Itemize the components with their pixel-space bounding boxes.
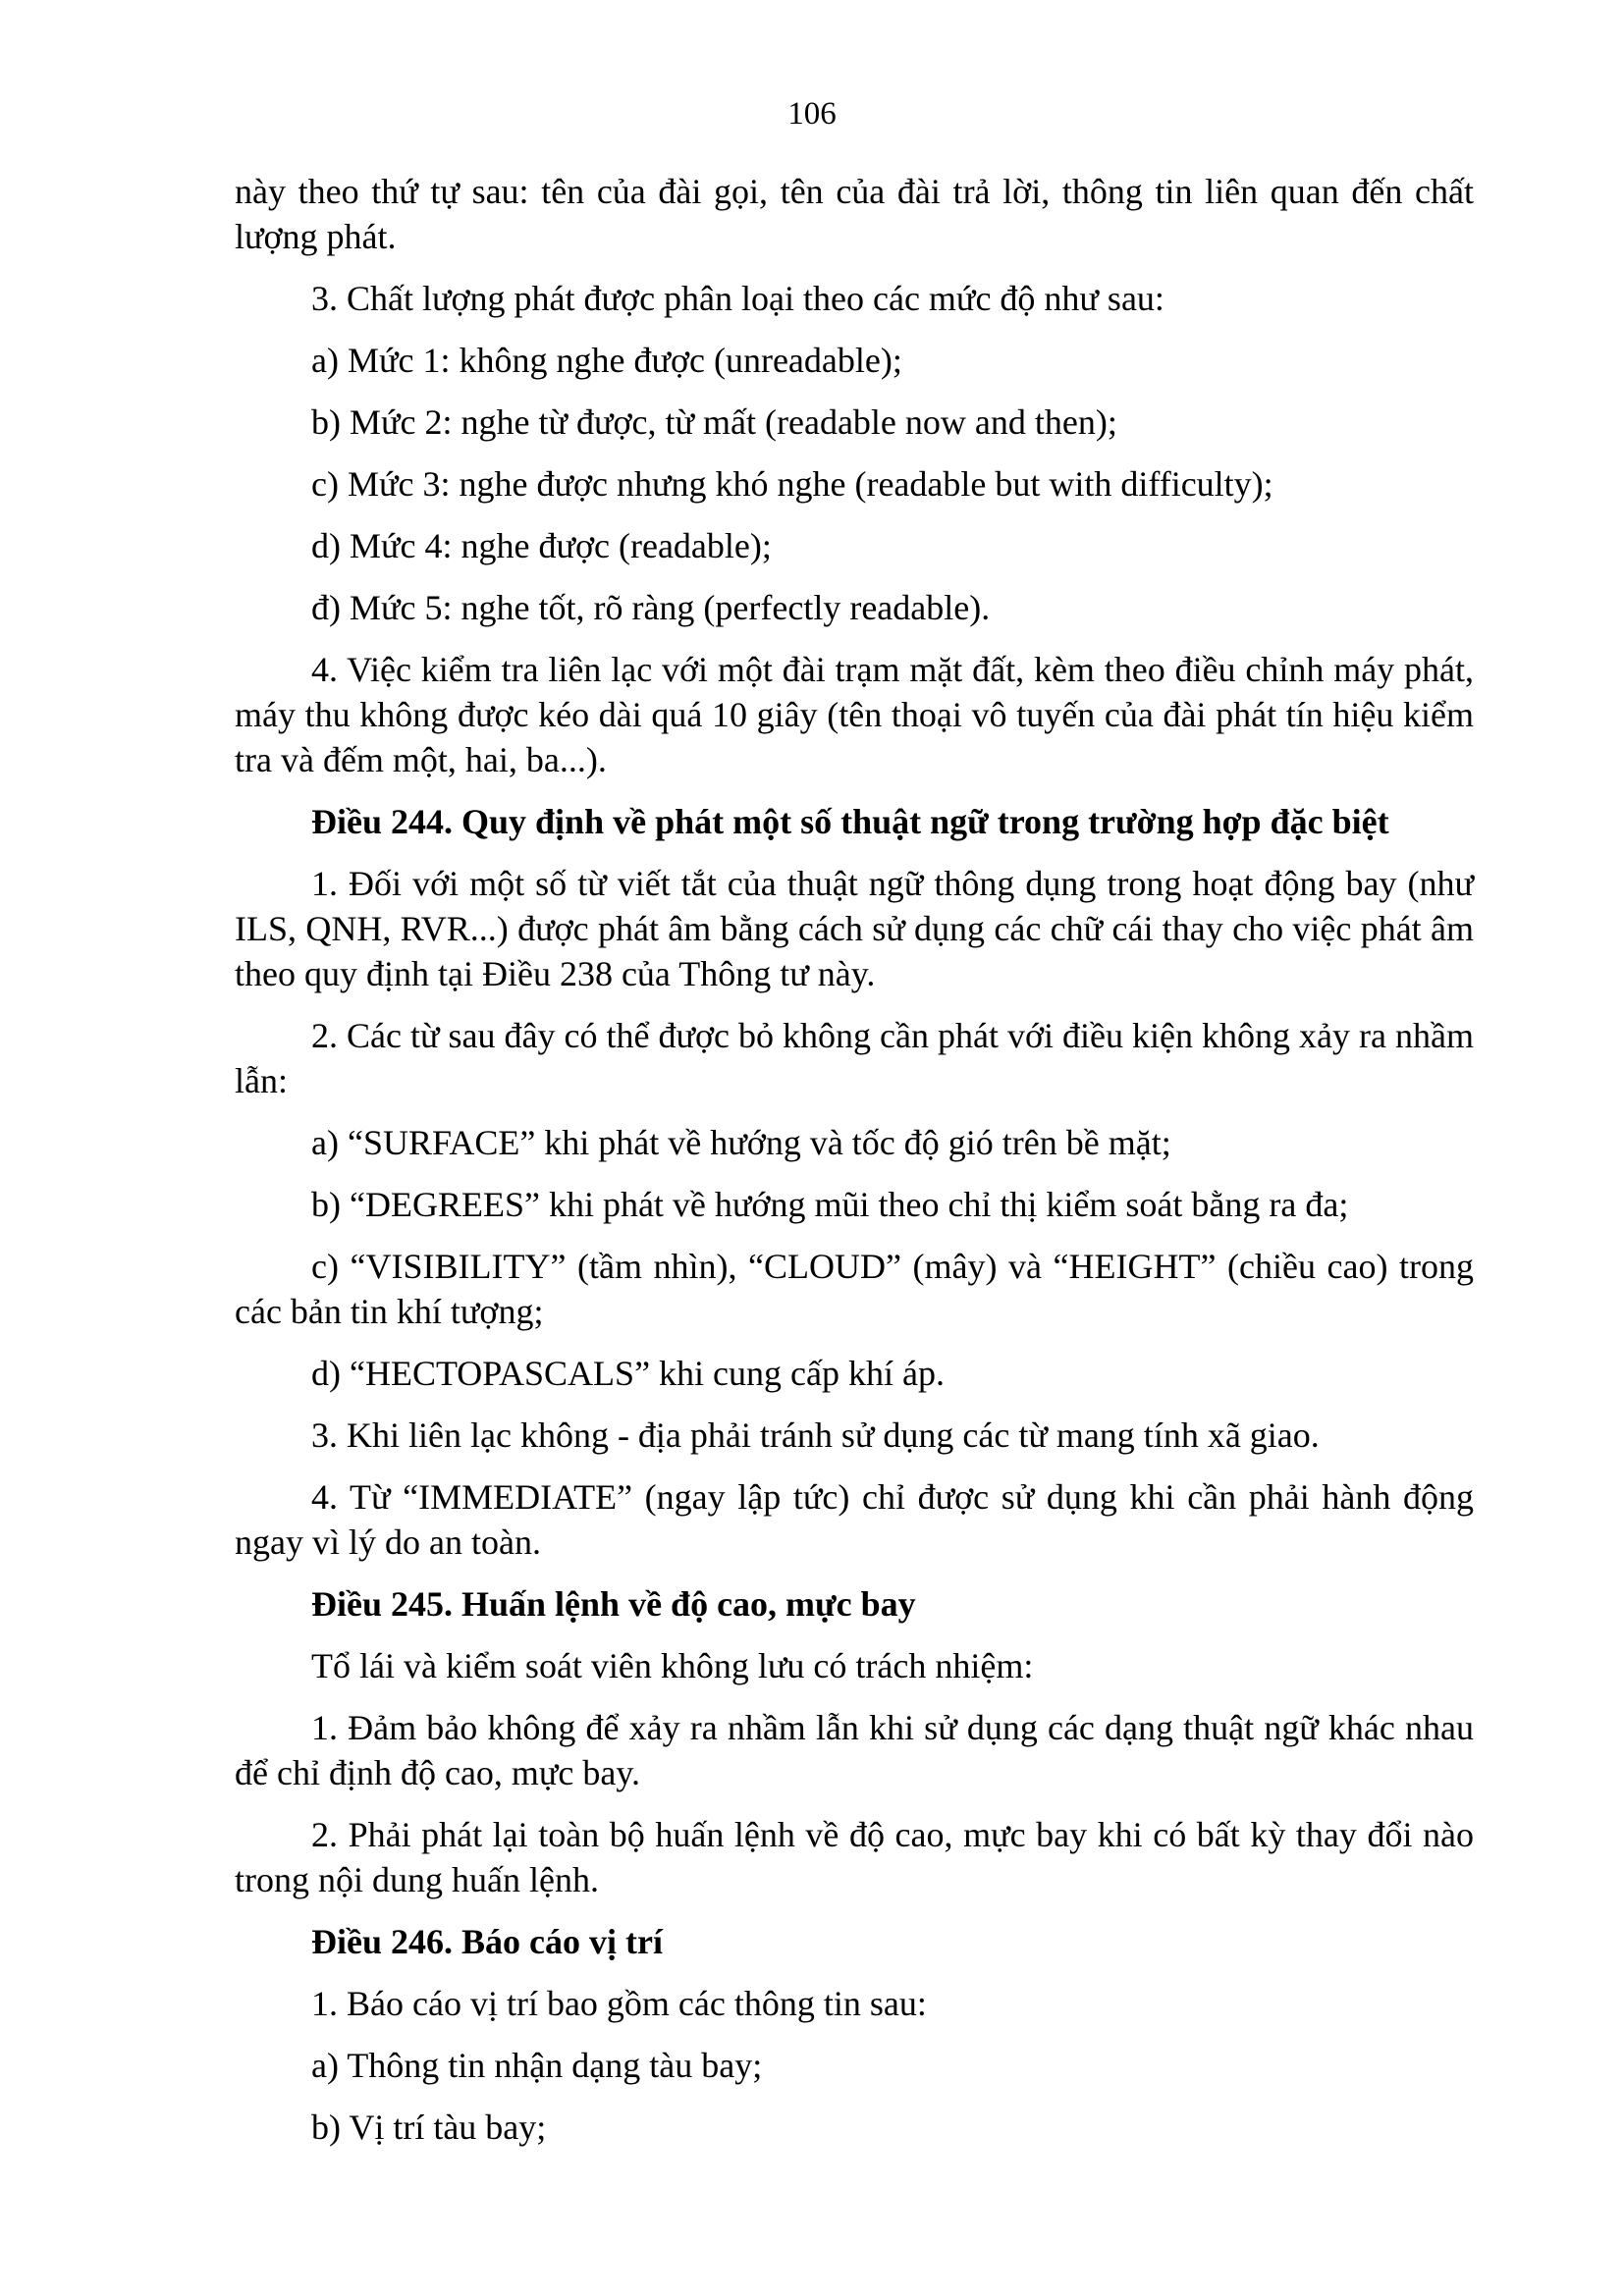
article-246-item-1a: a) Thông tin nhận dạng tàu bay;	[311, 2046, 763, 2085]
article-244-item-2b: b) “DEGREES” khi phát về hướng mũi theo chỉ thị kiểm soát bằng ra đa;	[311, 1185, 1349, 1224]
paragraph-continuation: này theo thứ tự sau: tên của đài gọi, tên của đài trả lời, thông tin liên quan đến chất lượng phát.	[235, 172, 1474, 256]
article-245-intro: Tổ lái và kiểm soát viên không lưu có trách nhiệm:	[311, 1646, 1034, 1685]
paragraph-item-4: 4. Việc kiểm tra liên lạc với một đài trạm mặt đất, kèm theo điều chỉnh máy phát, máy thu không được kéo dài quá 10 giây (tên thoại vô tuyến của đài phát tín hiệu kiểm tra và đếm một, hai, ba...).	[235, 650, 1474, 779]
list-item-d: d) Mức 4: nghe được (readable);	[311, 526, 772, 565]
page-number: 106	[787, 96, 837, 132]
list-item-a: a) Mức 1: không nghe được (unreadable);	[311, 341, 902, 380]
list-item-b: b) Mức 2: nghe từ được, từ mất (readable now and then);	[311, 402, 1117, 442]
article-244-item-2a: a) “SURFACE” khi phát về hướng và tốc độ gió trên bề mặt;	[311, 1123, 1171, 1162]
document-body	[235, 169, 1474, 2166]
article-244-item-2c: c) “VISIBILITY” (tầm nhìn), “CLOUD” (mây) và “HEIGHT” (chiều cao) trong các bản tin khí tượng;	[235, 1247, 1474, 1331]
article-245-heading: Điều 245. Huấn lệnh về độ cao, mực bay	[311, 1584, 916, 1624]
paragraph-item-3: 3. Chất lượng phát được phân loại theo các mức độ như sau:	[311, 279, 1164, 318]
article-246-item-1: 1. Báo cáo vị trí bao gồm các thông tin sau:	[311, 1984, 927, 2023]
article-244-item-3: 3. Khi liên lạc không - địa phải tránh sử dụng các từ mang tính xã giao.	[311, 1415, 1320, 1455]
article-246-item-1b: b) Vị trí tàu bay;	[311, 2108, 547, 2147]
article-246-heading: Điều 246. Báo cáo vị trí	[311, 1922, 663, 1961]
list-item-dd: đ) Mức 5: nghe tốt, rõ ràng (perfectly readable).	[311, 588, 991, 627]
article-245-item-1: 1. Đảm bảo không để xảy ra nhầm lẫn khi sử dụng các dạng thuật ngữ khác nhau để chỉ định độ cao, mực bay.	[235, 1708, 1474, 1792]
article-244-item-4: 4. Từ “IMMEDIATE” (ngay lập tức) chỉ được sử dụng khi cần phải hành động ngay vì lý do an toàn.	[235, 1477, 1474, 1562]
article-244-item-2: 2. Các từ sau đây có thể được bỏ không cần phát với điều kiện không xảy ra nhầm lẫn:	[235, 1016, 1474, 1100]
article-244-item-2d: d) “HECTOPASCALS” khi cung cấp khí áp.	[311, 1354, 945, 1393]
article-245-item-2: 2. Phải phát lại toàn bộ huấn lệnh về độ cao, mực bay khi có bất kỳ thay đổi nào trong nội dung huấn lệnh.	[235, 1815, 1474, 1899]
list-item-c: c) Mức 3: nghe được nhưng khó nghe (readable but with difficulty);	[311, 464, 1273, 504]
article-244-item-1: 1. Đối với một số từ viết tắt của thuật ngữ thông dụng trong hoạt động bay (như ILS, QNH, RVR...) được phát âm bằng cách sử dụng các chữ cái thay cho việc phát âm theo quy định tại Điều 238 của Thông tư này.	[235, 864, 1474, 993]
article-244-heading: Điều 244. Quy định về phát một số thuật ngữ trong trường hợp đặc biệt	[311, 802, 1389, 841]
